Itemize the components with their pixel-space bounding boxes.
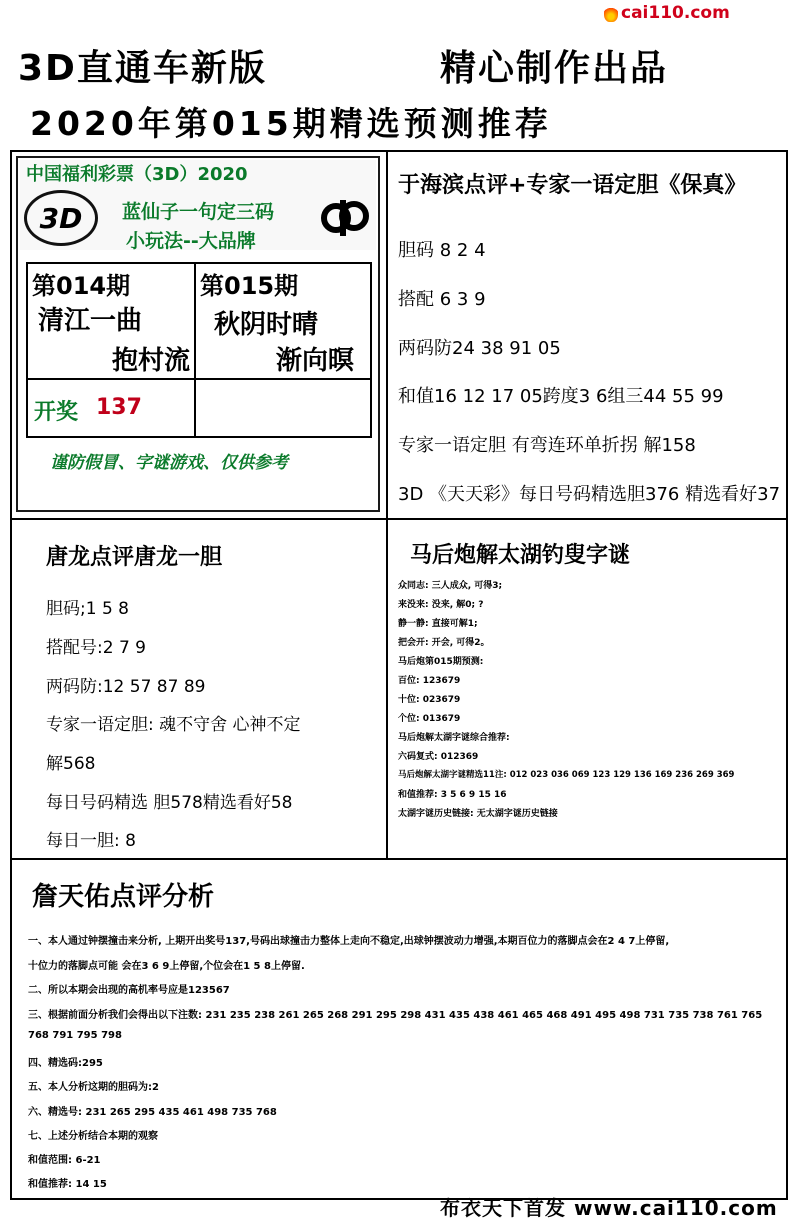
site-logo[interactable] <box>604 0 800 26</box>
welfare-lottery-icon <box>318 196 370 240</box>
panel-yu-line: 和值16 12 17 05跨度3 6组三44 55 99 <box>398 386 724 407</box>
panel-ma-line: 和值推荐: 3 5 6 9 15 16 <box>398 790 507 800</box>
prev-poem-1: 清江一曲 <box>38 306 143 336</box>
cur-poem-1: 秋阴时晴 <box>214 310 319 340</box>
ticket-slogan-2: 小玩法--大品牌 <box>126 230 256 252</box>
header-title-left: 3D直通车新版 <box>18 48 267 89</box>
panel-zhan-line: 一、本人通过钟摆撞击来分析, 上期开出奖号137,号码出球撞击力整体上走向不稳定,出球钟摆波动力增强,本期百位力的落脚点会在2 4 7上停留, <box>28 936 670 947</box>
panel-zhan-line: 768 791 795 798 <box>28 1030 122 1041</box>
footer-link[interactable]: 布衣天下首发 www.cai110.com <box>440 1196 778 1220</box>
panel-zhan-line: 六、精选号: 231 265 295 435 461 498 735 768 <box>28 1107 277 1118</box>
panel-zhan-line: 七、上述分析结合本期的观察 <box>28 1131 158 1142</box>
panel-yu-title: 于海滨点评+专家一语定胆《保真》 <box>398 173 747 198</box>
panel-tang-line: 每日号码精选 胆578精选看好58 <box>46 793 293 813</box>
panel-ma-line: 把会开: 开会, 可得2。 <box>398 638 490 648</box>
panel-ma-line: 马后炮解太湖字谜综合推荐: <box>398 733 510 743</box>
3d-logo-text: 3D <box>39 201 83 235</box>
panel-ma-line: 个位: 013679 <box>398 714 461 724</box>
ticket-slogan-1: 蓝仙子一句定三码 <box>122 201 275 223</box>
panel-zhan-line: 五、本人分析这期的胆码为:2 <box>28 1082 159 1093</box>
poem-grid-divider-v <box>194 262 196 438</box>
cur-period: 第015期 <box>200 272 299 300</box>
panel-tang-line: 每日一胆: 8 <box>46 831 136 851</box>
panel-yu-line: 胆码 8 2 4 <box>398 240 486 261</box>
prev-period: 第014期 <box>32 272 131 300</box>
ticket-warning: 谨防假冒、字谜游戏、仅供参考 <box>50 453 288 473</box>
panel-zhan-line: 三、根据前面分析我们会得出以下注数: 231 235 238 261 265 268 291 295 298 431 435 438 461 465 468 491 495 498 731 735 738 761 765 <box>28 1010 763 1021</box>
column-divider <box>386 150 388 860</box>
open-number: 137 <box>96 395 142 420</box>
panel-ma-line: 太湖字谜历史链接: 无太湖字谜历史链接 <box>398 809 558 819</box>
site-logo-text: cai110.com <box>621 3 730 23</box>
panel-ma-line: 六码复式: 012369 <box>398 752 479 762</box>
header-title-right: 精心制作出品 <box>440 48 669 89</box>
3d-logo <box>24 190 98 246</box>
panel-tang-line: 专家一语定胆: 魂不守舍 心神不定 <box>46 715 301 735</box>
panel-tang-line: 胆码;1 5 8 <box>46 599 129 619</box>
panel-ma-title: 马后炮解太湖钓叟字谜 <box>410 543 631 568</box>
open-label: 开奖 <box>34 400 79 425</box>
panel-tang-title: 唐龙点评唐龙一胆 <box>46 545 223 570</box>
prev-poem-2: 抱村流 <box>112 346 191 376</box>
panel-zhan-line: 十位力的落脚点可能 会在3 6 9上停留,个位会在1 5 8上停留. <box>28 961 305 972</box>
panel-ma-line: 十位: 023679 <box>398 695 461 705</box>
panel-zhan-line: 四、精选码:295 <box>28 1058 103 1069</box>
poem-grid-divider-h <box>26 378 372 380</box>
row-divider-1 <box>10 518 788 520</box>
header-subtitle: 2020年第015期精选预测推荐 <box>30 104 552 143</box>
panel-ma-line: 马后炮第015期预测: <box>398 657 484 667</box>
flame-icon <box>604 4 618 22</box>
row-divider-2 <box>10 858 788 860</box>
panel-yu-line: 专家一语定胆 有弯连环单折拐 解158 <box>398 435 696 456</box>
panel-ma-line: 百位: 123679 <box>398 676 461 686</box>
panel-zhan-line: 二、所以本期会出现的高机率号应是123567 <box>28 985 230 996</box>
panel-yu-line: 3D 《天天彩》每日号码精选胆376 精选看好37 <box>398 484 781 505</box>
cur-poem-2: 渐向暝 <box>276 346 355 376</box>
panel-ma-line: 来没来: 没来, 解0; ? <box>398 600 484 610</box>
panel-yu-line: 搭配 6 3 9 <box>398 289 486 310</box>
panel-ma-line: 马后炮解太湖字谜精选11注: 012 023 036 069 123 129 136 169 236 269 369 <box>398 770 735 780</box>
panel-tang-line: 搭配号:2 7 9 <box>46 638 146 658</box>
panel-ma-line: 静一静: 直接可解1; <box>398 619 478 629</box>
panel-ma-line: 众同志: 三人成众, 可得3; <box>398 581 503 591</box>
panel-zhan-line: 和值范围: 6-21 <box>28 1155 101 1166</box>
ticket-title: 中国福利彩票（3D）2020 <box>26 164 248 185</box>
panel-zhan-line: 和值推荐: 14 15 <box>28 1179 107 1190</box>
panel-tang-line: 两码防:12 57 87 89 <box>46 677 206 697</box>
panel-zhan-title: 詹天佑点评分析 <box>32 882 215 912</box>
panel-yu-line: 两码防24 38 91 05 <box>398 338 561 359</box>
panel-tang-line: 解568 <box>46 754 96 774</box>
